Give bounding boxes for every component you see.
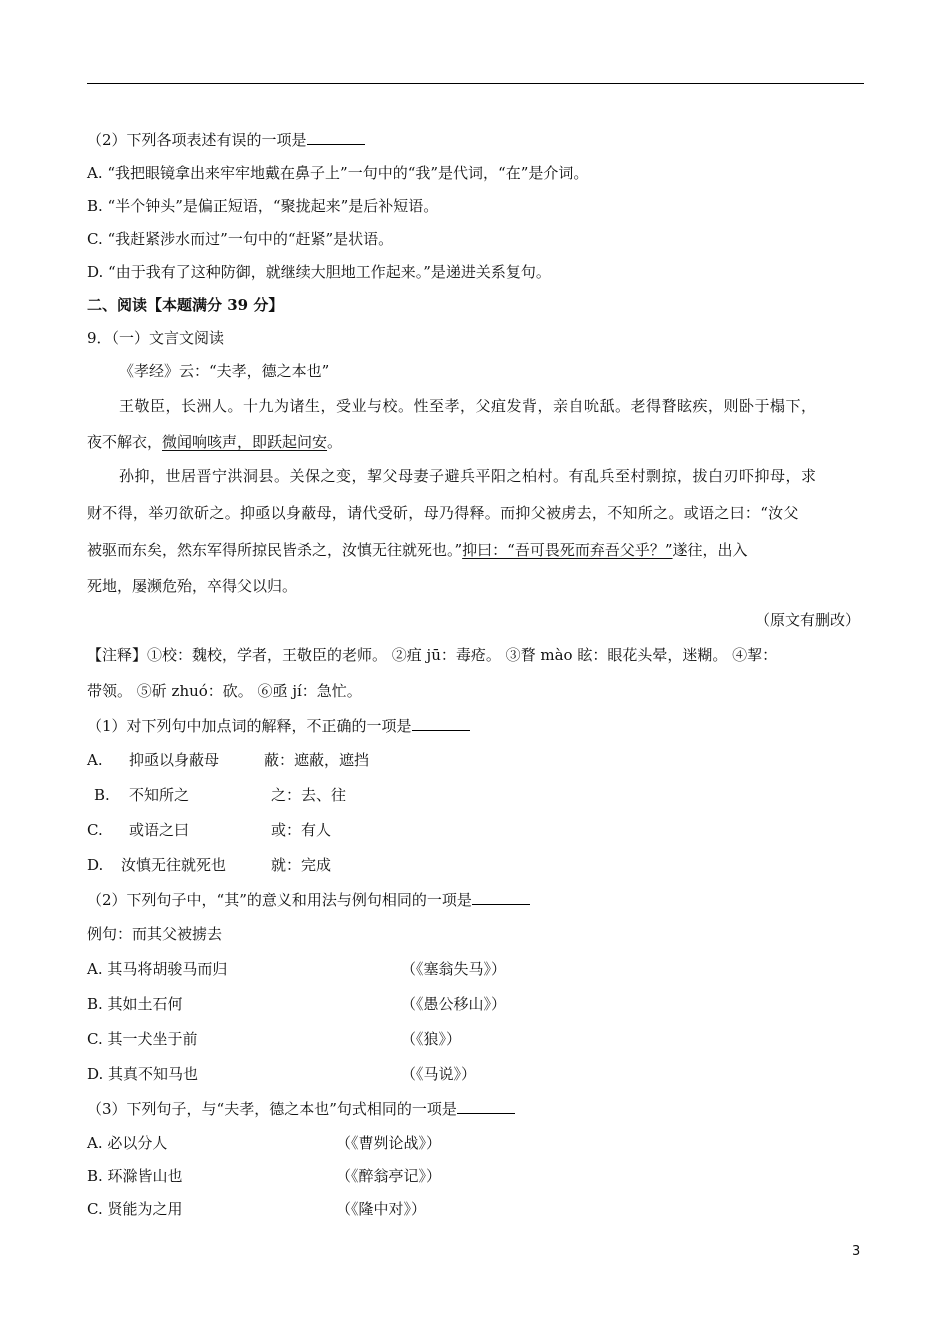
sub3-option-a: A. 必以分人 （《曹刿论战》） — [87, 1134, 442, 1152]
q8-2-option-b: B. “半个钟头”是偏正短语，“聚拢起来”是后补短语。 — [87, 197, 439, 215]
passage-title: 《孝经》云：“夫孝，德之本也” — [119, 362, 330, 380]
notes-line1: 【注释】①校：魏校，学者，王敬臣的老师。 ②疽 jū：毒疮。 ③瞀 mào 眩：眼花头晕，迷糊。 ④挈： — [87, 646, 778, 664]
sub3-option-b: B. 环滁皆山也 （《醉翁亭记》） — [87, 1167, 442, 1185]
sub1-option-a: A. 抑亟以身蔽母 蔽：遮蔽，遮挡 — [87, 751, 370, 769]
passage-p2-line3: 被驱而东矣，然东军得所掠民皆杀之，汝慎无往就死也。”抑曰：“吾可畏死而弃吾父乎？”遂往，出入 — [87, 541, 748, 559]
header-rule — [87, 83, 864, 84]
passage-p1-line2: 夜不解衣，微闻响咳声，即跃起问安。 — [87, 433, 343, 451]
answer-blank[interactable] — [412, 716, 470, 731]
sub1-option-d: D. 汝慎无往就死也 就：完成 — [87, 856, 332, 874]
sub1-option-c: C. 或语之曰 或：有人 — [87, 821, 332, 839]
answer-blank[interactable] — [472, 890, 530, 905]
passage-p2-line2: 财不得，举刃欲斫之。抑亟以身蔽母，请代受斫，母乃得释。而抑父被虏去，不知所之。或语之曰：“汝父 — [87, 504, 799, 522]
answer-blank[interactable] — [307, 130, 365, 145]
sub2-option-d: D. 其真不知马也 （《马说》） — [87, 1065, 477, 1083]
sub2-option-c: C. 其一犬坐于前 （《狼》） — [87, 1030, 462, 1048]
passage-p1-line1: 王敬臣，长洲人。十九为诸生，受业与校。性至孝，父疽发背，亲自吮舐。老得瞀眩疾，则卧于榻下， — [119, 397, 817, 415]
sub2-option-a: A. 其马将胡骏马而归 （《塞翁失马》） — [87, 960, 507, 978]
underlined-sentence: 抑曰：“吾可畏死而弃吾父乎？” — [462, 541, 673, 559]
source-note: （原文有删改） — [755, 611, 861, 629]
q9-intro: 9．（一）文言文阅读 — [87, 329, 225, 347]
sub2-stem: （2）下列句子中，“其”的意义和用法与例句相同的一项是 — [87, 890, 530, 910]
passage-p2-line1: 孙抑，世居晋宁洪洞县。关保之变，挈父母妻子避兵平阳之柏村。有乱兵至村剽掠，拔白刃吓抑母，求 — [119, 467, 817, 485]
q8-2-stem: （2）下列各项表述有误的一项是 — [87, 130, 365, 150]
answer-blank[interactable] — [457, 1099, 515, 1114]
q8-2-option-a: A. “我把眼镜拿出来牢牢地戴在鼻子上”一句中的“我”是代词，“在”是介词。 — [87, 164, 589, 182]
sub3-option-c: C. 贤能为之用 （《隆中对》） — [87, 1200, 427, 1218]
q8-2-option-d: D. “由于我有了这种防御，就继续大胆地工作起来。”是递进关系复句。 — [87, 263, 551, 281]
underlined-sentence: 微闻响咳声，即跃起问安 — [162, 433, 328, 451]
sub3-stem: （3）下列句子，与“夫孝，德之本也”句式相同的一项是 — [87, 1099, 515, 1119]
sub2-option-b: B. 其如土石何 （《愚公移山》） — [87, 995, 507, 1013]
q8-2-option-c: C. “我赶紧涉水而过”一句中的“赶紧”是状语。 — [87, 230, 394, 248]
notes-line2: 带领。 ⑤斫 zhuó：砍。 ⑥亟 jí：急忙。 — [87, 682, 362, 700]
sub2-example: 例句：而其父被掳去 — [87, 925, 223, 943]
page-number: 3 — [852, 1244, 861, 1259]
sub1-option-b: B. 不知所之 之：去、往 — [94, 786, 347, 804]
passage-p2-line4: 死地，屡濒危殆，卒得父以归。 — [87, 577, 298, 595]
sub1-stem: （1）对下列句中加点词的解释，不正确的一项是 — [87, 716, 470, 736]
section-heading: 二、阅读【本题满分 39 分】 — [87, 296, 284, 314]
